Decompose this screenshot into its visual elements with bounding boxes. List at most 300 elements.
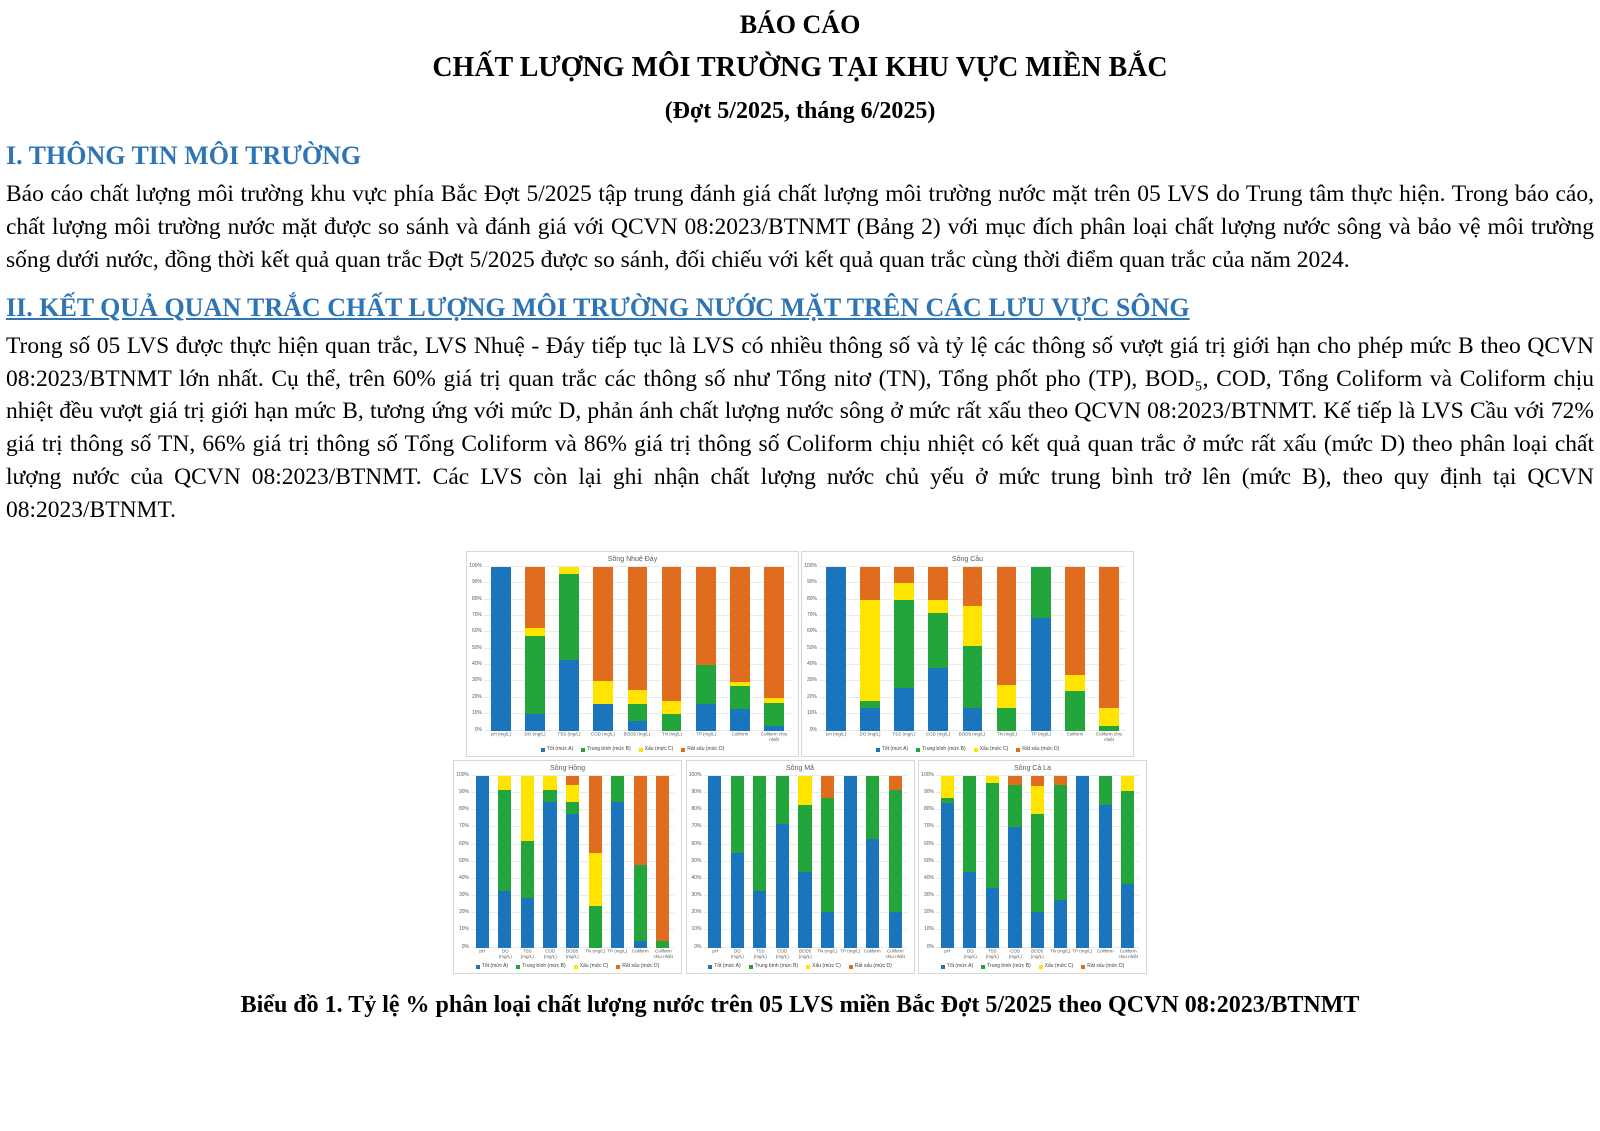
chart-title-song-hong: Sông Hồng xyxy=(549,765,586,773)
bar-segment xyxy=(753,891,766,948)
bars-container xyxy=(936,776,1139,948)
y-tick-label: 100% xyxy=(688,772,702,779)
x-tick-label: pH (mg/L) xyxy=(491,731,512,738)
y-tick-label: 80% xyxy=(471,595,482,602)
legend-label: Rất xấu (mức D) xyxy=(1087,963,1125,970)
bar-segment xyxy=(730,709,750,730)
bar-segment xyxy=(997,708,1017,731)
bar-segment xyxy=(997,567,1017,685)
bar-slot xyxy=(606,776,629,948)
y-tick-label: 30% xyxy=(806,677,817,684)
chart-plot-song-hong xyxy=(471,776,674,948)
stacked-bar-2 xyxy=(753,776,766,948)
bar-segment xyxy=(963,776,976,872)
stacked-bar-7 xyxy=(634,776,647,948)
legend-item xyxy=(974,747,1009,752)
y-tick-label: 60% xyxy=(923,840,934,847)
figure-caption: Biểu đồ 1. Tỷ lệ % phân loại chất lượng nước trên 05 LVS miền Bắc Đợt 5/2025 theo QCVN 08:2023/BTNMT xyxy=(240,992,1360,1019)
legend-item xyxy=(806,964,841,969)
x-tick-label: DO (mg/L) xyxy=(498,948,512,960)
bar-slot xyxy=(1071,776,1094,948)
x-tick-label: TP (mg/L) xyxy=(840,948,861,955)
bar-segment xyxy=(634,865,647,940)
stacked-bar-2 xyxy=(986,776,999,948)
stacked-bar-1 xyxy=(731,776,744,948)
legend-item xyxy=(981,964,1030,969)
bar-segment xyxy=(566,776,579,785)
chart-legend-song-ma xyxy=(687,961,914,973)
y-tick-label: 0% xyxy=(474,726,482,733)
bar-slot xyxy=(655,567,689,731)
stacked-bar-1 xyxy=(963,776,976,948)
chart-title-song-ca-la: Sông Cả La xyxy=(1014,765,1051,773)
x-tick-label: Coliform chịu nhiệt xyxy=(653,948,673,960)
bar-segment xyxy=(708,776,721,948)
bar-slot xyxy=(1026,776,1049,948)
y-tick-label: 60% xyxy=(471,628,482,635)
stacked-bar-4 xyxy=(1031,776,1044,948)
bar-segment xyxy=(963,567,983,606)
bar-segment xyxy=(611,776,624,802)
legend-swatch xyxy=(749,965,753,969)
y-tick-label: 90% xyxy=(806,579,817,586)
x-tick-label: TN (mg/L) xyxy=(661,731,682,738)
legend-label: Xấu (mức C) xyxy=(644,746,674,753)
bar-segment xyxy=(730,567,750,681)
y-axis-song-ma xyxy=(688,772,704,950)
bar-slot xyxy=(704,776,727,948)
y-tick-label: 100% xyxy=(456,772,469,779)
y-tick-label: 50% xyxy=(806,644,817,651)
y-tick-label: 100% xyxy=(804,563,817,570)
stacked-bar-6 xyxy=(696,567,716,731)
x-tick-label: pH xyxy=(944,948,951,955)
bar-segment xyxy=(521,776,534,841)
report-title-block xyxy=(6,10,1594,125)
bar-segment xyxy=(963,872,976,947)
stacked-bar-3 xyxy=(928,567,948,731)
x-tick-label: DO (mg/L) xyxy=(859,731,881,738)
legend-swatch xyxy=(581,748,585,752)
bar-segment xyxy=(731,853,744,947)
bar-segment xyxy=(941,803,954,947)
bar-segment xyxy=(1065,567,1085,675)
y-tick-label: 60% xyxy=(691,840,702,847)
chart-area-song-ma xyxy=(687,773,914,948)
bar-segment xyxy=(1031,567,1051,618)
stacked-bar-2 xyxy=(559,567,579,731)
bar-segment xyxy=(628,704,648,720)
bar-segment xyxy=(826,567,846,731)
chart-plot-song-ca-la xyxy=(936,776,1139,948)
bar-segment xyxy=(963,708,983,731)
legend-label: Trung bình (mức B) xyxy=(522,963,566,970)
stacked-bar-4 xyxy=(798,776,811,948)
bar-slot xyxy=(959,776,982,948)
legend-swatch xyxy=(708,965,712,969)
legend-swatch xyxy=(616,965,620,969)
bar-segment xyxy=(543,790,556,802)
bar-slot xyxy=(839,776,862,948)
legend-item xyxy=(616,964,659,969)
bar-slot xyxy=(1094,776,1117,948)
x-tick-label: BOD5 (mg/L) xyxy=(566,948,580,960)
y-tick-label: 10% xyxy=(923,926,934,933)
x-axis-labels-song-cau xyxy=(802,731,1133,745)
x-axis-labels-song-ca-la xyxy=(919,948,1146,962)
bar-segment xyxy=(1031,618,1051,731)
bar-segment xyxy=(566,802,579,814)
x-tick-label: Coliform chịu nhiệt xyxy=(1118,948,1138,960)
bar-segment xyxy=(656,941,669,948)
bar-segment xyxy=(894,688,914,731)
x-tick-label: TP (mg/L) xyxy=(1072,948,1093,955)
legend-label: Xấu (mức C) xyxy=(812,963,841,970)
legend-label: Trung bình (mức B) xyxy=(922,746,966,753)
bar-slot xyxy=(1004,776,1027,948)
bar-slot xyxy=(771,776,794,948)
bar-slot xyxy=(652,776,675,948)
chart-area-song-ca-la xyxy=(919,773,1146,948)
bar-slot xyxy=(1092,567,1126,731)
bar-slot xyxy=(726,776,749,948)
chart-song-hong xyxy=(453,760,682,974)
legend-swatch xyxy=(981,965,985,969)
x-tick-label: TN (mg/L) xyxy=(1049,948,1071,955)
bar-segment xyxy=(1008,785,1021,828)
section-1-paragraph: Báo cáo chất lượng môi trường khu vực phía Bắc Đợt 5/2025 tập trung đánh giá chất lượng môi trường nước mặt trên 05 LVS do Trung tâm thực hiện. Trong báo cáo, chất lượng môi trường nước mặt được so sánh và đánh giá với QCVN 08:2023/BTNMT (Bảng 2) với mục đích phân loại chất lượng nước sông và bảo vệ môi trường sống dưới nước, đồng thời kết quả quan trắc Đợt 5/2025 được so sánh, đối chiếu với kết quả quan trắc cùng thời điểm quan trắc của năm 2024. xyxy=(6,181,1594,273)
bar-segment xyxy=(776,824,789,947)
bar-segment xyxy=(889,912,902,948)
x-tick-label: TN (mg/L) xyxy=(584,948,606,955)
stacked-bar-0 xyxy=(826,567,846,731)
bar-segment xyxy=(894,583,914,599)
legend-item xyxy=(639,747,674,752)
legend-swatch xyxy=(1016,748,1020,752)
x-tick-label: Coliform chịu nhiệt xyxy=(885,948,905,960)
y-tick-label: 40% xyxy=(806,661,817,668)
y-tick-label: 70% xyxy=(691,823,702,830)
y-tick-label: 10% xyxy=(471,710,482,717)
bar-segment xyxy=(1008,827,1021,947)
x-tick-label: DO (mg/L) xyxy=(524,731,546,738)
legend-label: Tốt (mức A) xyxy=(881,746,909,753)
stacked-bar-4 xyxy=(963,567,983,731)
stacked-bar-7 xyxy=(866,776,879,948)
bar-segment xyxy=(1031,912,1044,948)
y-axis-song-hong xyxy=(456,772,471,950)
x-axis-labels-song-nhue-day xyxy=(467,731,798,745)
legend-swatch xyxy=(681,748,685,752)
bar-segment xyxy=(986,783,999,888)
bar-segment xyxy=(1054,785,1067,900)
y-tick-label: 50% xyxy=(691,857,702,864)
x-tick-label: COD (mg/L) xyxy=(775,948,789,960)
bar-segment xyxy=(798,776,811,805)
stacked-bar-1 xyxy=(498,776,511,948)
y-tick-label: 50% xyxy=(471,644,482,651)
chart-area-song-hong xyxy=(454,773,681,948)
bar-segment xyxy=(525,628,545,636)
y-tick-label: 10% xyxy=(691,926,702,933)
bar-segment xyxy=(628,721,648,731)
bar-segment xyxy=(764,726,784,731)
stacked-bar-5 xyxy=(1054,776,1067,948)
section-2-paragraph: Trong số 05 LVS được thực hiện quan trắc, LVS Nhuệ - Đáy tiếp tục là LVS có nhiều thông số và tỷ lệ các thông số vượt giá trị giới hạn cho phép mức B theo QCVN 08:2023/BTNMT lớn nhất. Cụ thể, trên 60% giá trị quan trắc các thông số như Tổng nitơ (TN), Tổng phốt pho (TP), BOD₅, COD, Tổng Coliform và Coliform chịu nhiệt đều vượt giá trị giới hạn mức B, tương ứng với mức D, phản ánh chất lượng nước sông ở mức rất xấu theo QCVN 08:2023/BTNMT. Kế tiếp là LVS Cầu với 72% giá trị thông số TN, 66% giá trị thông số Tổng Coliform và 86% giá trị thông số Coliform chịu nhiệt có kết quả quan trắc ở mức rất xấu (mức D) theo phân loại chất lượng nước của QCVN 08:2023/BTNMT. Các LVS còn lại ghi nhận chất lượng nước chủ yếu ở mức trung bình trở lên (mức B), theo quy định tại QCVN 08:2023/BTNMT. xyxy=(6,332,1594,524)
legend-swatch xyxy=(849,965,853,969)
legend-label: Tốt (mức A) xyxy=(714,963,741,970)
chart-title-song-cau: Sông Cầu xyxy=(951,556,984,564)
legend-swatch xyxy=(941,965,945,969)
bar-slot xyxy=(887,567,921,731)
chart-legend-song-cau xyxy=(802,744,1133,756)
chart-legend-song-nhue-day xyxy=(467,744,798,756)
stacked-bar-3 xyxy=(543,776,556,948)
bar-segment xyxy=(656,776,669,941)
x-axis-labels-song-hong xyxy=(454,948,681,962)
stacked-bar-8 xyxy=(764,567,784,731)
y-axis-song-cau xyxy=(804,563,819,733)
y-tick-label: 20% xyxy=(923,909,934,916)
section-1-heading: I. THÔNG TIN MÔI TRƯỜNG xyxy=(6,141,362,170)
x-tick-label: TN (mg/L) xyxy=(996,731,1017,738)
bar-slot xyxy=(861,776,884,948)
stacked-bar-6 xyxy=(611,776,624,948)
stacked-bar-4 xyxy=(628,567,648,731)
y-axis-song-nhue-day xyxy=(469,563,484,733)
bar-segment xyxy=(866,776,879,839)
bar-segment xyxy=(821,798,834,911)
legend-item xyxy=(916,747,965,752)
bar-slot xyxy=(552,567,586,731)
y-tick-label: 90% xyxy=(458,789,469,796)
chart-title-song-nhue-day: Sông Nhuệ Đáy xyxy=(607,556,658,564)
bar-segment xyxy=(593,704,613,730)
legend-item xyxy=(876,747,908,752)
y-tick-label: 0% xyxy=(461,943,469,950)
bar-segment xyxy=(866,839,879,947)
y-tick-label: 20% xyxy=(458,909,469,916)
stacked-bar-0 xyxy=(941,776,954,948)
bar-segment xyxy=(730,686,750,709)
bar-segment xyxy=(559,660,579,730)
stacked-bar-6 xyxy=(1076,776,1089,948)
legend-swatch xyxy=(916,748,920,752)
x-tick-label: pH xyxy=(479,948,486,955)
bar-segment xyxy=(543,802,556,948)
y-tick-label: 50% xyxy=(923,857,934,864)
y-tick-label: 70% xyxy=(471,612,482,619)
y-tick-label: 0% xyxy=(694,943,702,950)
y-tick-label: 10% xyxy=(458,926,469,933)
stacked-bar-1 xyxy=(525,567,545,731)
bar-segment xyxy=(753,776,766,891)
bar-slot xyxy=(1117,776,1140,948)
bar-segment xyxy=(1054,776,1067,785)
x-tick-label: TP (mg/L) xyxy=(695,731,716,738)
bar-slot xyxy=(471,776,494,948)
y-tick-label: 40% xyxy=(923,874,934,881)
stacked-bar-6 xyxy=(844,776,857,948)
bar-segment xyxy=(498,790,511,891)
x-tick-label: TP (mg/L) xyxy=(1030,731,1051,738)
stacked-bar-5 xyxy=(821,776,834,948)
legend-item xyxy=(941,964,973,969)
bar-slot xyxy=(749,776,772,948)
x-tick-label: DO (mg/L) xyxy=(730,948,744,960)
bar-segment xyxy=(696,567,716,665)
stacked-bar-3 xyxy=(593,567,613,731)
y-tick-label: 70% xyxy=(923,823,934,830)
x-tick-label: BOD5 (mg/L) xyxy=(798,948,812,960)
bar-segment xyxy=(521,841,534,898)
bar-segment xyxy=(525,567,545,627)
y-tick-label: 60% xyxy=(458,840,469,847)
x-tick-label: COD (mg/L) xyxy=(591,731,616,738)
bar-segment xyxy=(566,814,579,948)
bar-segment xyxy=(1065,675,1085,691)
legend-label: Tốt (mức A) xyxy=(546,746,574,753)
bar-slot xyxy=(757,567,791,731)
bar-segment xyxy=(963,646,983,708)
legend-item xyxy=(574,964,609,969)
bar-slot xyxy=(819,567,853,731)
bars-container xyxy=(704,776,907,948)
y-tick-label: 10% xyxy=(806,710,817,717)
legend-swatch xyxy=(516,965,520,969)
legend-item xyxy=(476,964,508,969)
bar-slot xyxy=(561,776,584,948)
bar-segment xyxy=(543,776,556,790)
y-tick-label: 70% xyxy=(458,823,469,830)
y-tick-label: 20% xyxy=(806,693,817,700)
stacked-bar-8 xyxy=(1099,567,1119,731)
x-tick-label: pH (mg/L) xyxy=(826,731,847,738)
x-tick-label: TSS (mg/L) xyxy=(985,948,999,960)
y-tick-label: 60% xyxy=(806,628,817,635)
bar-segment xyxy=(986,888,999,948)
stacked-bar-1 xyxy=(860,567,880,731)
bar-segment xyxy=(776,776,789,824)
chart-song-cau xyxy=(801,551,1134,757)
legend-swatch xyxy=(541,748,545,752)
bar-segment xyxy=(634,941,647,948)
bar-segment xyxy=(1099,708,1119,726)
bar-segment xyxy=(860,708,880,731)
bar-segment xyxy=(1031,814,1044,912)
bar-slot xyxy=(1024,567,1058,731)
bar-slot xyxy=(921,567,955,731)
y-tick-label: 80% xyxy=(691,806,702,813)
bar-segment xyxy=(1031,776,1044,786)
y-tick-label: 40% xyxy=(471,661,482,668)
bars-container xyxy=(471,776,674,948)
x-tick-label: TN (mg/L) xyxy=(817,948,838,955)
stacked-bar-8 xyxy=(1121,776,1134,948)
x-tick-label: BOD5 (mg/L) xyxy=(959,731,986,738)
bars-container xyxy=(484,567,791,731)
stacked-bar-4 xyxy=(566,776,579,948)
stacked-bar-0 xyxy=(476,776,489,948)
bar-segment xyxy=(860,600,880,701)
bar-segment xyxy=(628,690,648,705)
bar-slot xyxy=(936,776,959,948)
x-tick-label: Coliform xyxy=(631,948,649,955)
bar-segment xyxy=(662,714,682,730)
bar-slot xyxy=(955,567,989,731)
bar-slot xyxy=(518,567,552,731)
bar-segment xyxy=(844,776,857,948)
bar-segment xyxy=(1065,691,1085,730)
y-tick-label: 100% xyxy=(469,563,482,570)
bar-slot xyxy=(584,776,607,948)
bar-slot xyxy=(620,567,654,731)
x-tick-label: TSS (mg/L) xyxy=(753,948,767,960)
stacked-bar-5 xyxy=(589,776,602,948)
bar-segment xyxy=(798,805,811,872)
legend-item xyxy=(1016,747,1059,752)
bar-segment xyxy=(1031,786,1044,813)
legend-label: Rất xấu (mức D) xyxy=(622,963,660,970)
bar-segment xyxy=(491,567,511,731)
bar-segment xyxy=(889,776,902,790)
legend-label: Rất xấu (mức D) xyxy=(687,746,725,753)
y-tick-label: 0% xyxy=(809,726,817,733)
y-tick-label: 70% xyxy=(806,612,817,619)
bar-segment xyxy=(821,776,834,798)
y-tick-label: 80% xyxy=(458,806,469,813)
y-axis-song-ca-la xyxy=(921,772,936,950)
bar-segment xyxy=(628,567,648,690)
bar-segment xyxy=(1054,900,1067,948)
bar-slot xyxy=(586,567,620,731)
bar-slot xyxy=(1058,567,1092,731)
bar-segment xyxy=(798,872,811,947)
chart-song-nhue-day xyxy=(466,551,799,757)
bar-segment xyxy=(611,802,624,948)
x-tick-label: Coliform xyxy=(1066,731,1084,738)
chart-legend-song-ca-la xyxy=(919,961,1146,973)
bar-slot xyxy=(990,567,1024,731)
y-tick-label: 80% xyxy=(923,806,934,813)
bar-segment xyxy=(1099,805,1112,947)
bar-segment xyxy=(498,776,511,790)
legend-swatch xyxy=(1039,965,1043,969)
bar-segment xyxy=(1099,567,1119,708)
chart-song-ca-la xyxy=(918,760,1147,974)
bar-segment xyxy=(1121,884,1134,947)
legend-item xyxy=(516,964,565,969)
bar-slot xyxy=(1049,776,1072,948)
chart-area-song-nhue-day xyxy=(467,564,798,731)
bar-segment xyxy=(634,776,647,865)
y-tick-label: 100% xyxy=(921,772,934,779)
stacked-bar-8 xyxy=(656,776,669,948)
x-tick-label: Coliform chịu nhiệt xyxy=(1095,731,1123,743)
legend-label: Tốt (mức A) xyxy=(946,963,974,970)
chart-song-ma xyxy=(686,760,915,974)
chart-title-song-ma: Sông Mã xyxy=(785,765,815,773)
legend-swatch xyxy=(1081,965,1085,969)
bar-segment xyxy=(986,776,999,783)
bar-segment xyxy=(1121,791,1134,884)
bar-segment xyxy=(1076,776,1089,948)
bar-segment xyxy=(764,567,784,698)
bar-slot xyxy=(494,776,517,948)
legend-swatch xyxy=(974,748,978,752)
x-tick-label: Coliform chịu nhiệt xyxy=(760,731,788,743)
bar-segment xyxy=(696,704,716,730)
